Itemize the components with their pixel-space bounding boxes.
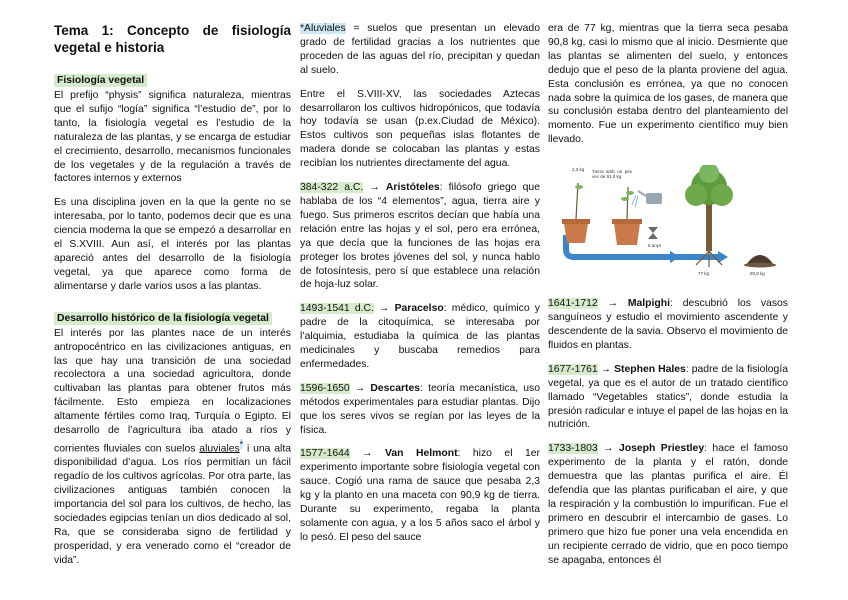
entry-text: : filósofo griego que hablaba de los “4 elementos”, agua, tierra aire y fuego. Sus primeros escritos decían que había una relación entre las hojas y el sol, pero era errónea, ya que decía que la funciones de las hojas era proteger los brotes jóvenes del sol, y nunca hablo de fotosíntesis, pero sí que establece una relación de hoja-luz solar. <box>300 182 540 291</box>
column-3 <box>548 22 788 577</box>
tree-trunk <box>706 199 712 251</box>
entry-text: : médico, químico y padre de la citoquímica, se interesaba por l’alquimia, estudiaba la química de las plantas medicinales y buscaba remedios para enfermedades. <box>300 303 540 370</box>
paragraph-aztecas: Entre el S.VIII-XV, las sociedades Aztecas desarrollaron los cultivos hidropónicos, que todavía hoy todavía se usan (p.ex.Ciudad de México). Estos cultivos son pequeñas islas flotantes de madera donde se colocaban las plantas y estas recibían los nutrientes directamente del agua. <box>300 88 540 170</box>
experiment-illustration <box>548 165 788 287</box>
date-badge: 1641-1712 <box>548 298 598 310</box>
person-name: Malpighi <box>627 298 670 310</box>
figure-label-years: 5 anys <box>648 243 662 249</box>
text-segment: i una alta disponibilidad d’agua. Los ríos permitían un fácil regadío de los cultivos agrícolas. Por otra parte, las civilizaciones antiguas también conocen la importancia del sol para los cultivos, de hecho, las sociedades egipcias tenían un dios dedicado al sol, Ra, que se consideraba signo de fertilidad y prosperidad, y era venerado como el “creador de vida”. <box>54 443 292 566</box>
entry-van-helmont <box>300 447 540 544</box>
van-helmont-figure <box>548 165 788 287</box>
date-badge: 1733-1803 <box>548 443 598 455</box>
leaf-3 <box>621 197 629 201</box>
entry-text: : hizo el 1er experimento importante sobre fisiología vegetal con sauce. Cogió una rama de sauce que pesaba 2,3 kg y la planto en una maceta con 90,9 kg de tierra. Durante su experimento, regaba la planta solamente con agua, y a los 5 años saco el árbol y lo pesó. El peso del sauce <box>300 448 540 543</box>
figure-label-tree-weight: 77 kg <box>698 271 710 277</box>
column-1 <box>54 22 291 578</box>
entry-aristoteles <box>300 181 540 292</box>
watering-can <box>646 193 662 204</box>
arrow: → <box>373 303 395 315</box>
pot-2 <box>614 223 640 245</box>
pot-1 <box>564 223 588 243</box>
pot-2-rim <box>612 219 642 224</box>
paragraph-young-discipline: Es una disciplina joven en la que la gente no se interesaba, por lo tanto, podemos decir que es una ciencia moderna la que se empezó a desarrollar en el S.XVIII. Aun así, el interés por las plantas apareció antes del desarrollo de la fisiología vegetal, ya que aparece como forma de alimentarse y darle varios usos a las plantas. <box>54 197 291 292</box>
person-name: Paracelso <box>394 303 444 315</box>
page-title: Tema 1: Concepto de fisiología vegetal e historia <box>54 23 291 55</box>
aluviales-link[interactable]: aluviales <box>199 443 240 455</box>
aluviales-term: *Aluviales <box>300 23 346 34</box>
entry-malpighi <box>548 297 788 353</box>
arrow: → <box>597 298 628 310</box>
arrow: → <box>363 182 386 194</box>
entry-text: : hace el famoso experimento de la planta y el ratón, donde demuestra que las plantas purifica el aire. Él defendía que las plantas purificaban el aire, y que la respiración y la combustión lo impurifican. Fue el primero en descubrir el intercambio de gases. Lo primero que hizo fue poner una vela encendida en un recipiente cerrado de vidrio, que en poco tiempo se apagaba, entonces él <box>548 443 788 566</box>
leaf-1 <box>575 185 583 189</box>
person-name: Aristóteles <box>385 182 440 194</box>
text-segment: = suelos que presentan un elevado grado de fertilidad gracias a los nutrientes que proceden de las aguas del río, precipitan y quedan al suelo. <box>300 23 540 76</box>
section-heading-fisiologia: Fisiología vegetal <box>54 74 147 87</box>
entry-joseph-priestley <box>548 442 788 567</box>
date-badge: 384-322 a.C. <box>300 182 364 194</box>
arrow: → <box>349 448 386 460</box>
paragraph-aluviales-note <box>300 22 540 78</box>
person-name: Stephen Hales <box>614 363 686 375</box>
pot-1-rim <box>562 219 590 224</box>
paragraph-historic-development <box>54 327 291 568</box>
figure-label-soil: Tierra amb un pes vec de 91,0 kg <box>592 169 632 180</box>
footnote-marker: * <box>239 438 244 449</box>
person-name: Joseph Priestley <box>618 443 705 455</box>
entry-text: : teoría mecanística, uso métodos experimentales para estudiar plantas. Dijo que los seres vivos se regían por las leyes de la física. <box>300 382 540 436</box>
text-segment: El interés por las plantes nace de un interés antropocéntrico en las civilizaciones antiguas, en las que hay una transición de una sociedad recolectora a una sociedad agricultora, donde cultivaban las plantas para obtener frutos más fácilmente. Esto empieza en localizaciones altamente fértiles como Iraq, Turquía o Egipto. El desarrollo de l’agricultura iba atado a ríos y corrientes fluviales con suelos <box>54 327 291 455</box>
flow-arrow-2-head <box>718 251 728 263</box>
paragraph-definition: El prefijo “physis” significa naturaleza, mientras que el sufijo “logía” significa “l’estudio de”, por lo tanto, la fisiología vegetal es l’estudio de la naturaleza de las plantas, y se encarga de estudiar el crecimiento, desarrollo, mecanismos funcionales de los vegetales y de la regulación a través de factores internos y externos <box>54 90 291 185</box>
entry-text: : descubrió los vasos sanguíneos y estudio el movimiento ascendente y descendente de la savia. Observo el movimiento de fluidos en plantas. <box>548 298 788 351</box>
hourglass-icon <box>648 227 658 233</box>
date-badge: 1677-1761 <box>548 363 598 375</box>
entry-descartes <box>300 382 540 438</box>
section-heading-historia: Desarrollo histórico de la fisiología vegetal <box>54 312 272 325</box>
figure-label-small-tree: 2,3 kg <box>572 167 585 173</box>
entry-paracelso <box>300 302 540 372</box>
figure-label-soil-weight: 90,8 kg <box>750 271 765 277</box>
entry-stephen-hales <box>548 363 788 433</box>
person-name: Van Helmont <box>385 448 458 460</box>
paragraph-van-helmont-cont: era de 77 kg, mientras que la tierra seca pesaba 90,8 kg, casi lo mismo que al inicio. Desmiente que las plantas se alimenten del suelo, y entonces dedujo que el peso de la planta proviene del agua. Esta conclusión es errónea, ya que no conocen nada sobre la química de los gases, de manera que su conclusión estaba dentro del planteamiento del momento. Fue un experimento científico muy bien llevado. <box>548 23 788 146</box>
date-badge: 1577-1644 <box>300 448 350 460</box>
leaf-2 <box>626 191 634 195</box>
date-badge: 1596-1650 <box>300 382 350 394</box>
date-badge: 1493-1541 d.C. <box>300 303 374 315</box>
arrow: → <box>597 363 615 375</box>
arrow: → <box>349 382 371 394</box>
column-2 <box>300 22 540 555</box>
entry-text: : padre de la fisiología vegetal, ya que es el autor de un tratado científico llamado “Vegetables statics”, donde estudia la presión radicular e intuye el papel de las hojas en la nutrición. <box>548 363 788 431</box>
arrow: → <box>597 443 619 455</box>
person-name: Descartes <box>370 382 421 394</box>
